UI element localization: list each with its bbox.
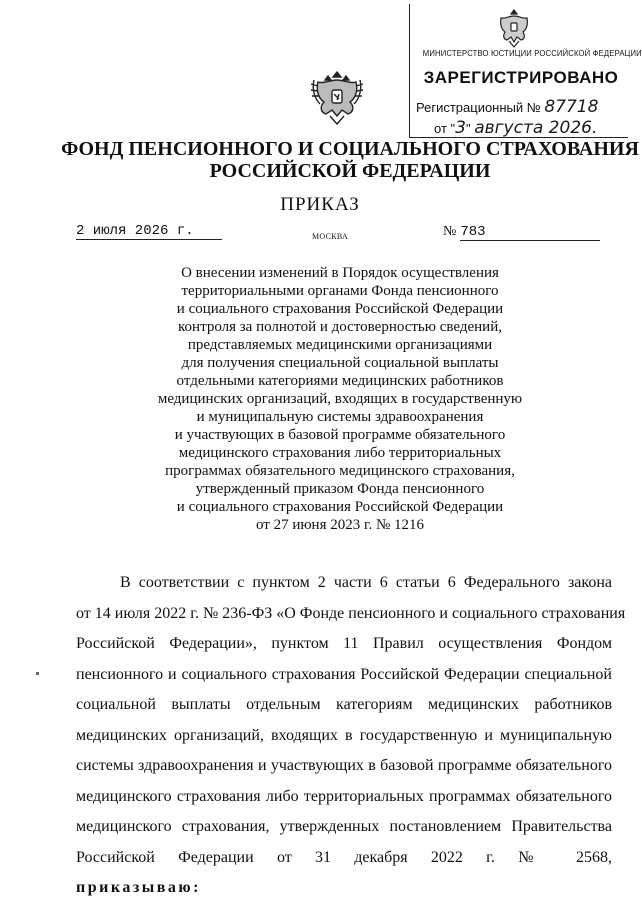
- order-body: [76, 568, 626, 904]
- order-date: 2 июля 2026 г.: [76, 224, 222, 240]
- order-number-value: 783: [460, 225, 600, 241]
- org-line-2: РОССИЙСКОЙ ФЕДЕРАЦИИ: [209, 160, 491, 182]
- body-line: Российской Федерации», пунктом 11 Правил осуществления Фондом: [76, 635, 612, 652]
- stamp-reg-label: Регистрационный №: [416, 100, 541, 115]
- subject-line: и социального страхования Российской Федерации: [176, 301, 504, 317]
- body-line: Российской Федерации от 31 декабря 2022 г. № 2568,: [76, 848, 612, 866]
- stamp-ministry: МИНИСТЕРСТВО ЮСТИЦИИ РОССИЙСКОЙ ФЕДЕРАЦИИ: [422, 48, 642, 58]
- stamp-reg-line: [416, 97, 598, 117]
- order-number-label: №: [443, 224, 457, 239]
- body-line: социальной выплаты отдельным категориям медицинских работников: [76, 696, 612, 713]
- order-city: москва: [312, 228, 349, 242]
- subject-line: О внесении изменений в Порядок осуществления: [181, 265, 499, 281]
- stamp-emblem-icon: [494, 6, 534, 48]
- body-line: медицинских организаций, входящих в государственную и муниципальную: [76, 726, 612, 744]
- body-line: медицинского страхования либо территориальных программах обязательного: [76, 787, 612, 805]
- stamp-date-prefix: от ": [434, 121, 456, 136]
- order-number: [443, 224, 600, 241]
- organization-name: [60, 138, 640, 182]
- scan-mark: [36, 672, 39, 675]
- stamp-date-day: 3: [455, 118, 466, 138]
- subject-line: контроля за полнотой и достоверностью сведений,: [178, 319, 502, 335]
- subject-line: представляемых медицинскими организациями: [187, 337, 493, 353]
- order-subject: [140, 264, 540, 534]
- subject-line: программах обязательного медицинского страхования,: [165, 463, 515, 479]
- stamp-reg-number: 87718: [544, 97, 599, 117]
- subject-line: для получения специальной социальной выплаты: [181, 355, 499, 371]
- subject-line: от 27 июня 2023 г. № 1216: [255, 517, 425, 533]
- stamp-date-line: от "3" августа 2026.: [434, 118, 598, 138]
- subject-line: и муниципальную системы здравоохранения: [196, 409, 484, 425]
- subject-line: территориальными органами Фонда пенсионного: [181, 283, 499, 299]
- subject-line: отдельными категориями медицинских работников: [176, 373, 504, 389]
- body-line: В соответствии с пунктом 2 части 6 статьи 6 Федерального закона: [120, 574, 612, 591]
- org-line-1: ФОНД ПЕНСИОННОГО И СОЦИАЛЬНОГО СТРАХОВАНИЯ: [61, 138, 639, 160]
- stamp-date-month-year: августа 2026.: [474, 118, 598, 138]
- subject-line: и социального страхования Российской Федерации: [176, 499, 504, 515]
- body-line: медицинского страхования, утвержденных постановлением Правительства: [76, 818, 612, 835]
- subject-line: и участвующих в базовой программе обязательного: [174, 427, 506, 443]
- document-type: ПРИКАЗ: [280, 194, 360, 215]
- body-line: пенсионного и социального страхования Российской Федерации специальной: [76, 665, 612, 683]
- body-line: системы здравоохранения и участвующих в базовой программе обязательного: [76, 757, 612, 774]
- registration-stamp: [409, 4, 642, 138]
- body-line: от 14 июля 2022 г. № 236-ФЗ «О Фонде пенсионного и социального страхования: [76, 604, 626, 622]
- subject-line: медицинского страхования либо территориальных: [178, 445, 502, 461]
- stamp-registered: ЗАРЕГИСТРИРОВАНО: [423, 68, 619, 87]
- subject-line: медицинских организаций, входящих в государственную: [157, 391, 523, 407]
- subject-line: утвержденный приказом Фонда пенсионного: [195, 481, 485, 497]
- order-word-text: приказываю:: [76, 879, 201, 896]
- order-word: [76, 873, 612, 904]
- coat-of-arms-emblem: [306, 64, 368, 126]
